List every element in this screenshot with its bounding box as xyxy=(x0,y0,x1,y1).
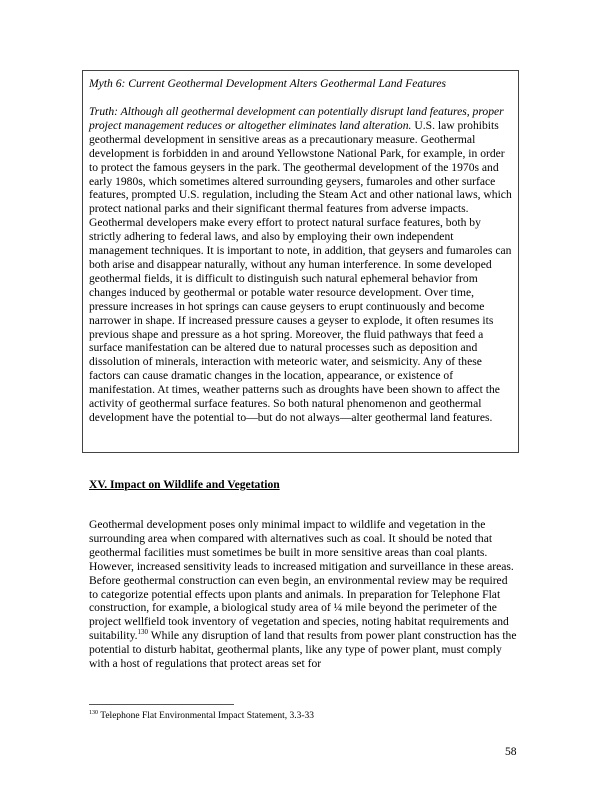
myth-callout-box xyxy=(82,70,519,453)
footnote-divider xyxy=(89,704,234,705)
page-number: 58 xyxy=(505,745,517,758)
footnote-reference[interactable]: 130 xyxy=(137,628,149,637)
myth-body xyxy=(89,105,512,425)
section-heading: XV. Impact on Wildlife and Vegetation xyxy=(89,478,280,491)
paragraph-text-part-2: While any disruption of land that results from power plant construction has the potential to disturb habitat, geothermal plants, like any type of power plant, must comply with a host of regulations that protect areas set for xyxy=(89,629,517,671)
footnote-mark: 130 xyxy=(89,709,98,716)
footnote-text: Telephone Flat Environmental Impact Statement, 3.3-33 xyxy=(98,711,315,721)
footnote xyxy=(89,710,314,722)
myth-truth-statement: Truth: Although all geothermal development can potentially disrupt land features, proper project management reduces or altogether eliminates land alteration. xyxy=(89,105,504,132)
paragraph-text-part-1: Geothermal development poses only minimal impact to wildlife and vegetation in the surrounding area when compared with alternatives such as coal. It should be noted that geothermal facilities must sometimes be built in more sensitive areas than coal plants. However, increased sensitivity leads to increased mitigation and surveillance in these areas. Before geothermal construction can even begin, an environmental review may be required to categorize potential effects upon plants and animals. In preparation for Telephone Flat construction, for example, a biological study area of ¼ mile beyond the perimeter of the project wellfield took inventory of vegetation and species, noting habitat requirements and suitability. xyxy=(89,518,514,643)
section-paragraph xyxy=(89,518,519,671)
myth-title: Myth 6: Current Geothermal Development Alters Geothermal Land Features xyxy=(89,77,446,90)
myth-explanation: U.S. law prohibits geothermal development in sensitive areas as a precautionary measure. Geothermal development is forbidden in and around Yellowstone National Park, for example, in order to protect the famous geysers in the park. The geothermal development of the 1970s and early 1980s, which sometimes altered surrounding geysers, fumaroles and other surface features, prompted U.S. regulation, including the Steam Act and other national laws, which protect national parks and their significant thermal features from adverse impacts. Geothermal developers make every effort to protect natural surface features, both by strictly adhering to federal laws, and also by employing their own independent management techniques. It is important to note, in addition, that geysers and fumaroles can both arise and disappear naturally, without any human interference. In some developed geothermal fields, it is difficult to distinguish such natural ephemeral behavior from changes induced by geothermal or potable water resource development. Over time, pressure increases in hot springs can cause geysers to erupt continuously and become narrower in shape. If increased pressure causes a geyser to explode, it often resumes its previous shape and pressure as a hot spring. Moreover, the fluid pathways that feed a surface manifestation can be altered due to natural processes such as deposition and dissolution of minerals, interaction with meteoric water, and seismicity. Any of these factors can cause dramatic changes in the location, appearance, or existence of manifestation. At times, weather patterns such as droughts have been shown to affect the activity of geothermal surface features. So both natural phenomenon and geothermal development have the potential to—but do not always—alter geothermal land features. xyxy=(89,118,512,424)
